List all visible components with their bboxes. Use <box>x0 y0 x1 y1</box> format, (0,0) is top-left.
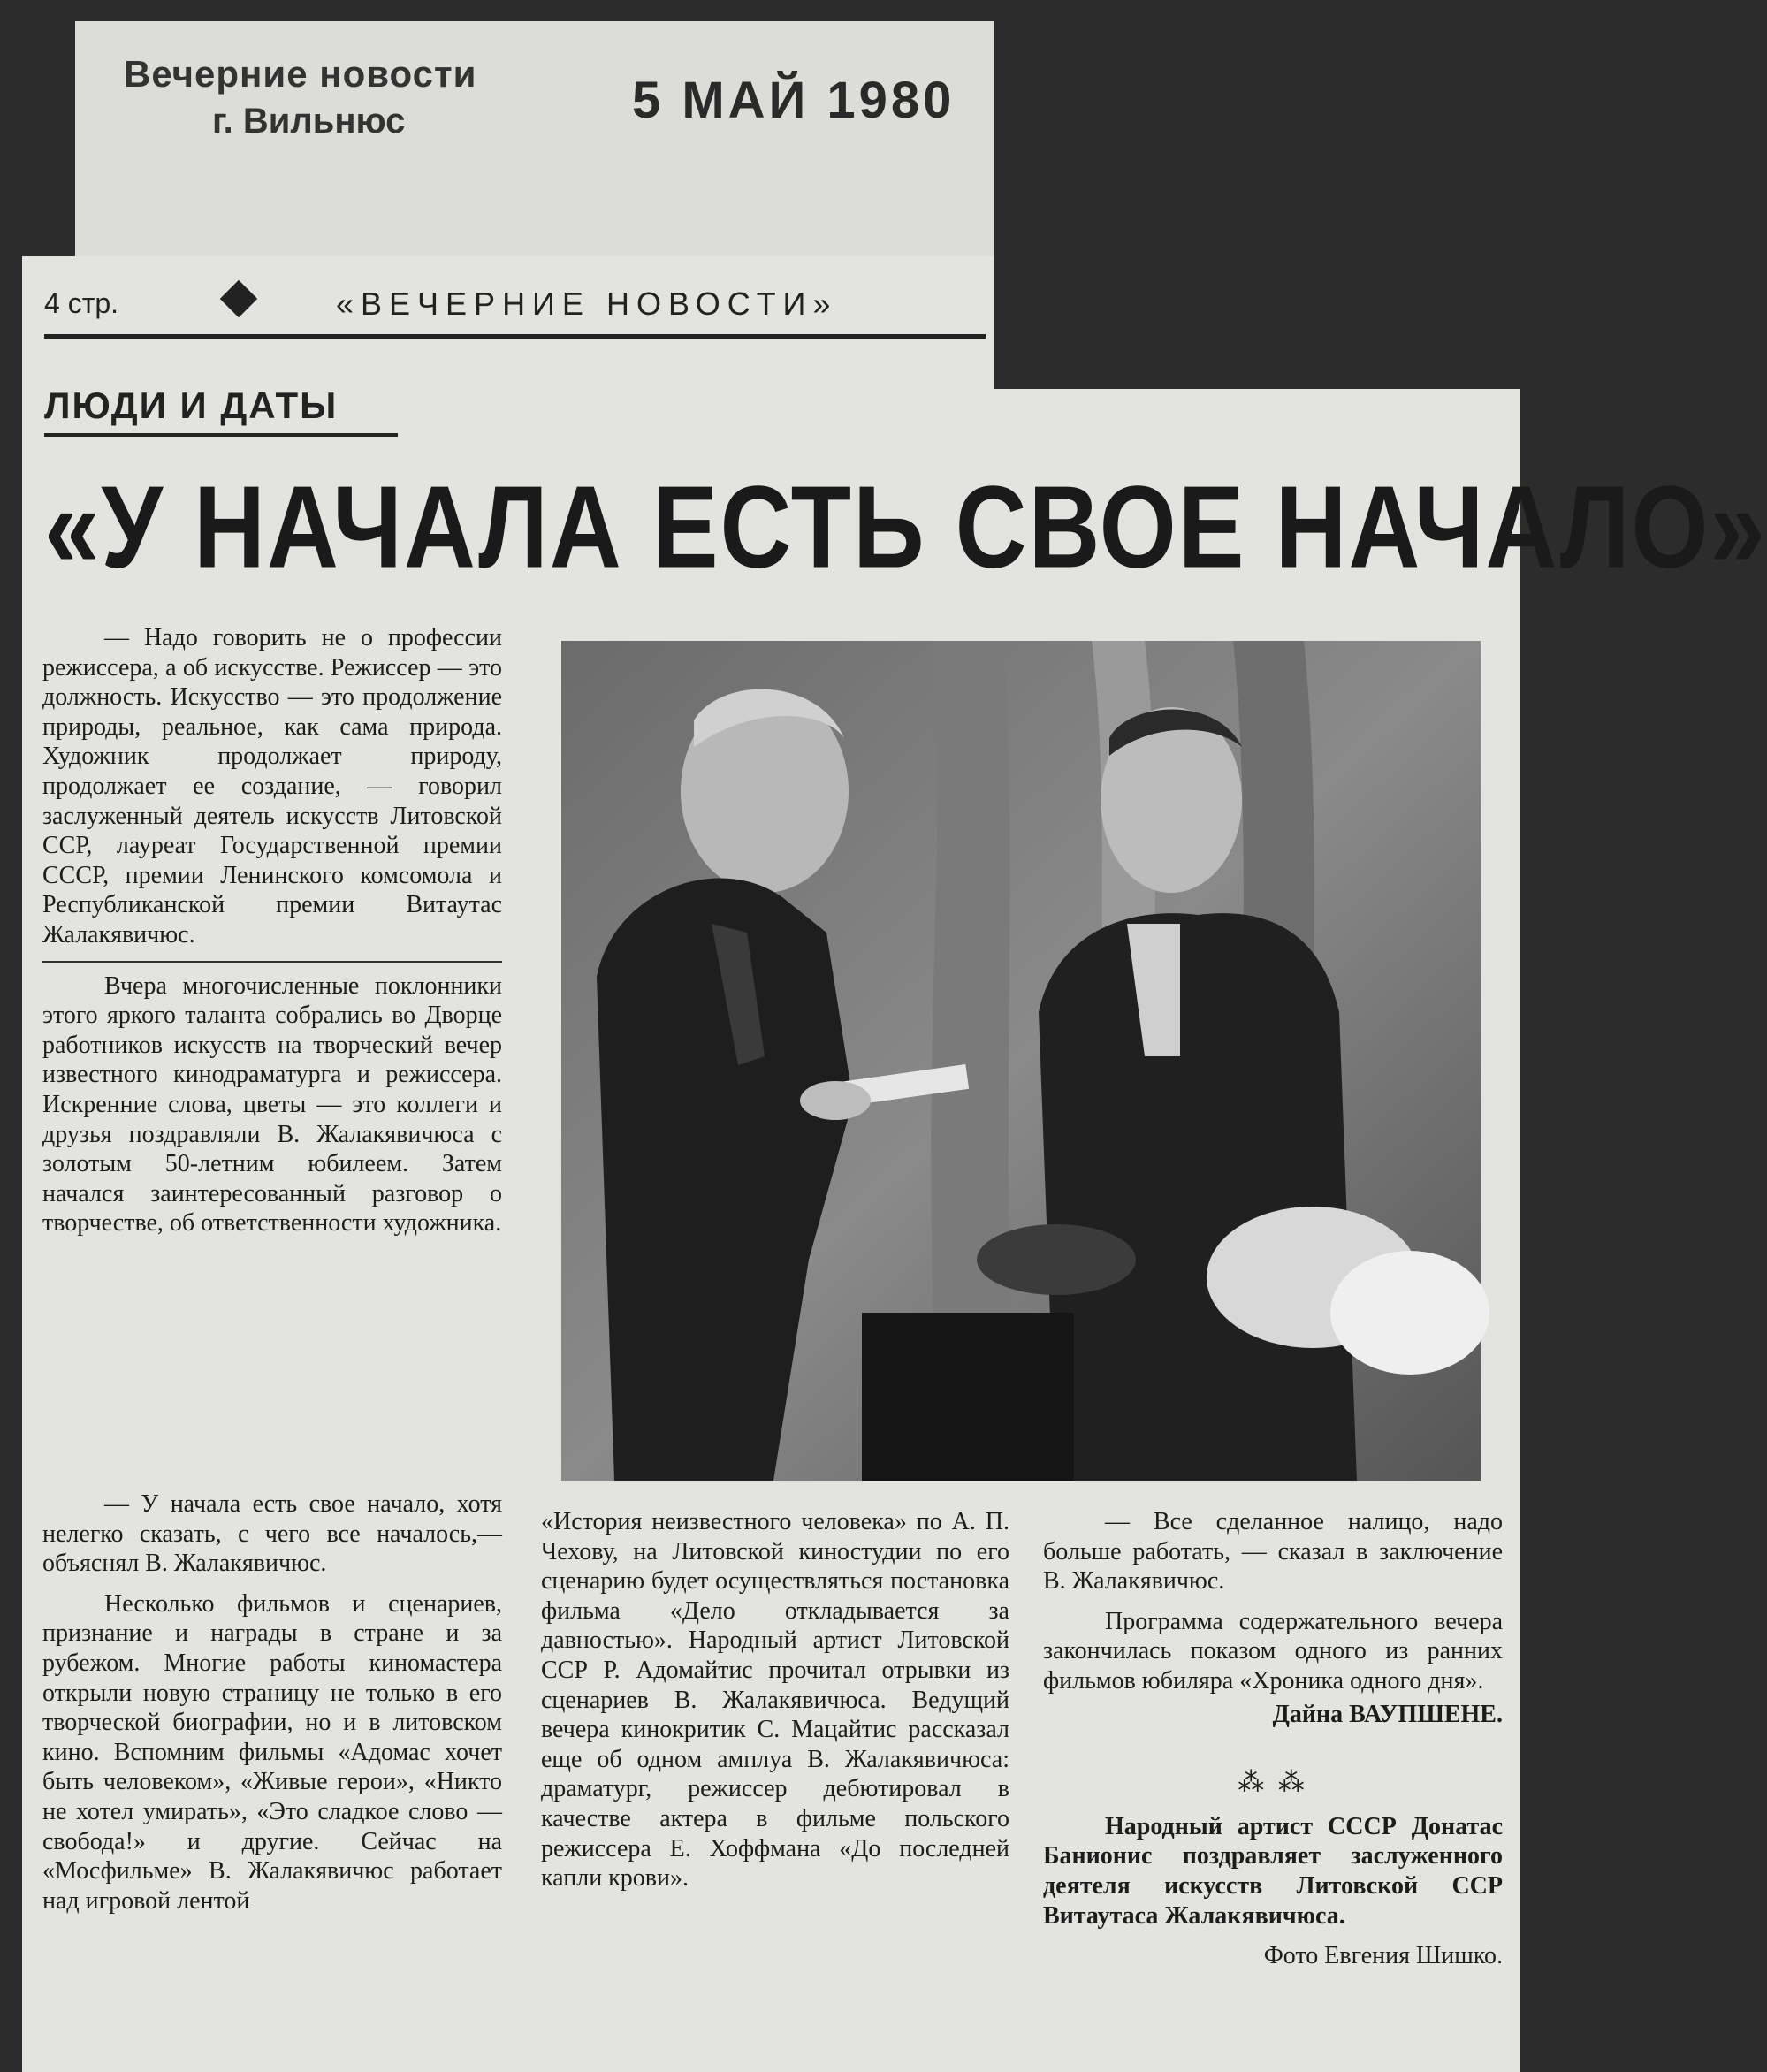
stamp-paper-name: Вечерние новости <box>124 53 477 95</box>
news-photo <box>561 641 1481 1481</box>
left-column <box>42 623 502 1238</box>
right-column <box>1043 1507 1503 1971</box>
paragraph: — Надо говорить не о профессии режиссера, а об искусстве. Режиссер — это должность. Искусство — это продолжение природы, реальное, как сама природа. Художник продолжает природу, продолжает ее создание, — говорил заслуженный деятель искусств Литовской ССР, лауреат Государственной премии СССР, премии Ленинского комсомола и Республиканской премии Витаутас Жалакявичюс. <box>42 624 502 948</box>
stamp-city: г. Вильнюс <box>212 102 406 141</box>
paragraph: — У начала есть свое начало, хотя нелегко сказать, с чего все началось,— объяснял В. Жалакявичюс. <box>42 1490 502 1578</box>
paragraph: Программа содержательного вечера закончилась показом одного из ранних фильмов юбиляра «Хроника одного дня». <box>1043 1607 1503 1695</box>
headline: «У НАЧАЛА ЕСТЬ СВОЕ НАЧАЛО» <box>44 461 1767 592</box>
clipping-notch <box>994 256 1525 389</box>
left-column-bottom <box>42 1489 502 1916</box>
photo-illustration <box>561 641 1481 1481</box>
stamp-date: 5 МАЙ 1980 <box>632 72 956 129</box>
paragraph: Несколько фильмов и сценариев, признание и награды в стране и за рубежом. Многие работы киномастера открыли новую страницу не только в его творческой биографии, но и в литовском кино. Вспомним фильмы «Адомас хочет быть человеком», «Живые герои», «Никто не хотел умирать», «Это сладкое слово — свобода!» и другие. Сейчас на «Мосфильме» В. Жалакявичюс работает над игровой лентой <box>42 1589 502 1915</box>
paragraph: Вчера многочисленные поклонники этого яркого таланта собрались во Дворце работников искусств на творческий вечер известного кинодраматурга и режиссера. Искренние слова, цветы — это коллеги и друзья поздравляли В. Жалакявичюса с золотым 50-летним юбилеем. Затем начался заинтересованный разговор о творчестве, об ответственности художника. <box>42 961 502 1238</box>
photo-credit: Фото Евгения Шишко. <box>1263 1942 1503 1970</box>
newspaper-name: «ВЕЧЕРНИЕ НОВОСТИ» <box>336 286 838 322</box>
section-rule <box>44 433 398 437</box>
page-number: 4 стр. <box>44 287 119 319</box>
newspaper-header <box>44 278 986 331</box>
diamond-ornament-icon <box>220 280 257 317</box>
section-label: ЛЮДИ И ДАТЫ <box>44 385 339 426</box>
photo-caption: Народный артист СССР Донатас Банионис поздравляет заслуженного деятеля искусств Литовской ССР Витаутаса Жалакявичюса. <box>1043 1812 1503 1930</box>
paragraph: — Все сделанное налицо, надо больше работать, — сказал в заключение В. Жалакявичюс. <box>1043 1508 1503 1596</box>
separator-stars-icon: ⁂ ⁂ <box>1238 1768 1308 1798</box>
header-rule <box>44 334 986 339</box>
paragraph: «История неизвестного человека» по А. П. Чехову, на Литовской киностудии по его сценарию будет осуществляться постановка фильма «Дело откладывается за давностью». Народный артист Литовской ССР Р. Адомайтис прочитал отрывки из сценариев В. Жалакявичюса. Ведущий вечера кинокритик С. Мацайтис рассказал еще об одном амплуа В. Жалакявичюса: драматург, режиссер дебютировал в качестве актера в фильме польского режиссера Е. Хоффмана «До последней капли крови». <box>541 1508 1009 1893</box>
middle-column <box>541 1507 1009 1893</box>
byline: Дайна ВАУПШЕНЕ. <box>1272 1700 1503 1728</box>
